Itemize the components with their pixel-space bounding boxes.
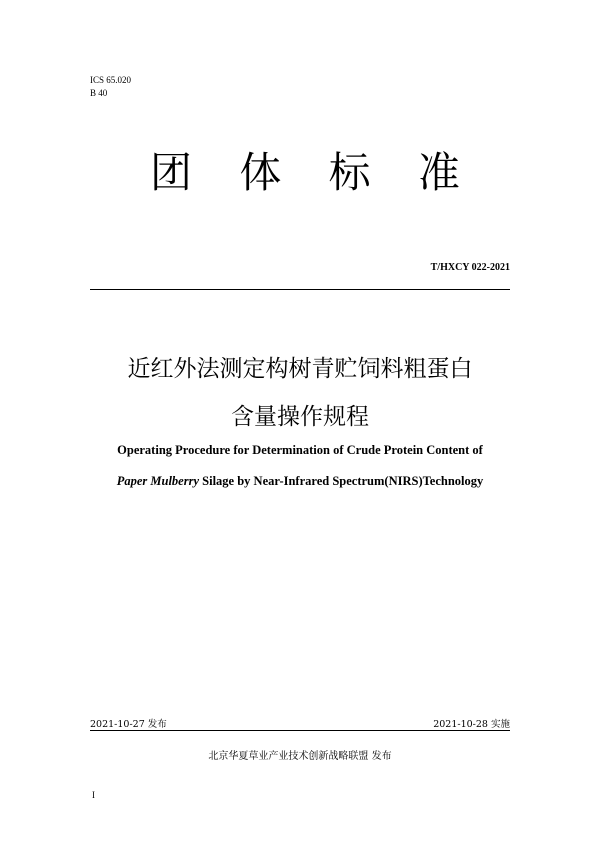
implementation-date: 2021-10-28 实施: [433, 719, 510, 730]
page-number: I: [92, 790, 95, 800]
english-title-italic-species: Paper Mulberry: [116, 474, 200, 488]
english-title-line-2: [60, 474, 540, 489]
doc-type-char-3: 标: [328, 148, 371, 197]
english-title-line-2-rest: Silage by Near-Infrared Spectrum(NIRS)Technology: [199, 474, 484, 488]
document-type-heading: [150, 140, 460, 200]
classification-codes: [90, 74, 131, 100]
ics-code: ICS 65.020: [90, 75, 132, 85]
english-title-line-1: Operating Procedure for Determination of Crude Protein Content of: [117, 443, 483, 457]
top-divider: [90, 289, 510, 290]
bottom-divider: [90, 730, 510, 731]
chinese-title-line-2: 含量操作规程: [231, 404, 369, 430]
issue-date: 2021-10-27 发布: [90, 719, 167, 730]
standard-number: T/HXCY 022-2021: [430, 262, 510, 273]
chinese-title-line-1: 近红外法测定构树青贮饲料粗蛋白: [127, 356, 473, 382]
ccs-code: B 40: [90, 88, 108, 98]
doc-type-char-1: 团: [150, 148, 193, 197]
doc-type-char-4: 准: [417, 148, 460, 197]
publisher-line: 北京华夏草业产业技术创新战略联盟 发布: [208, 751, 392, 762]
doc-type-char-2: 体: [239, 148, 282, 197]
